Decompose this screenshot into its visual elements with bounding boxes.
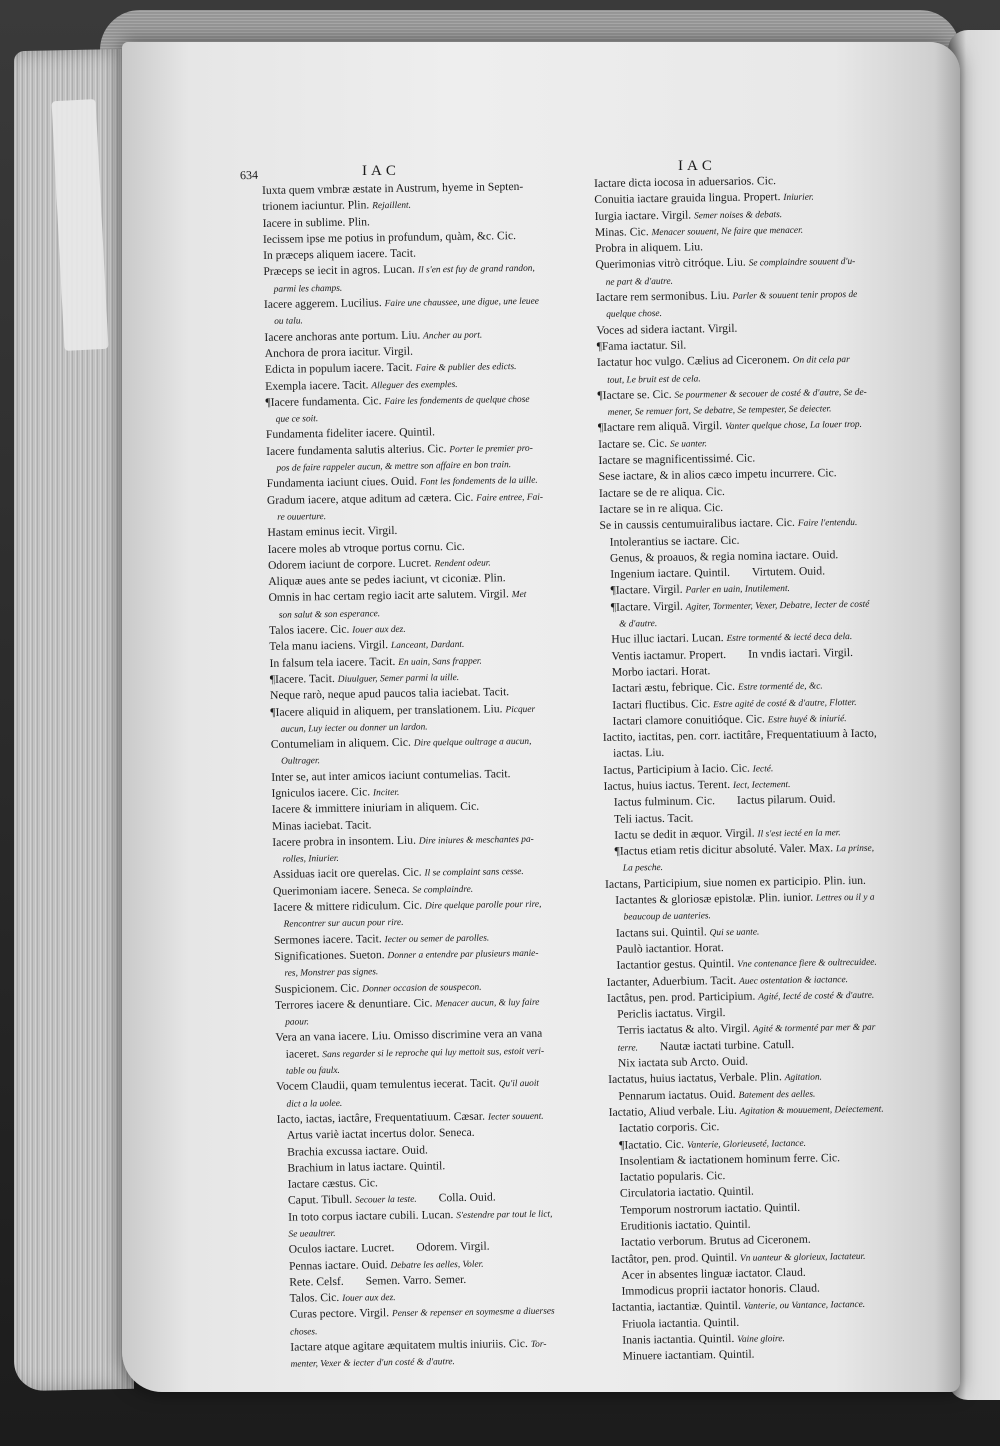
french-gloss: ne part & d'autre. xyxy=(605,276,674,288)
latin-text: Iactantior gestus. Quintil. xyxy=(616,957,738,972)
latin-text: Iurgia iactare. Virgil. xyxy=(594,208,695,223)
french-gloss: S'estendre par tout le lict, xyxy=(456,1209,553,1221)
latin-text: Caput. Tibull. xyxy=(287,1193,356,1208)
french-gloss: Porter le premier pro- xyxy=(449,443,533,455)
latin-text: Aliquæ aues ante se pedes iaciunt, vt ciconiæ. Plin. xyxy=(268,571,506,589)
french-gloss: Il s'est iecté en la mer. xyxy=(757,828,841,840)
french-gloss: mener, Se remuer fort, Se debatre, Se tempester, Se deiecter. xyxy=(607,404,832,418)
french-gloss: Faire & publier des edicts. xyxy=(415,362,517,374)
latin-text: Iactare se. Cic. xyxy=(598,436,671,451)
french-gloss: Vanter quelque chose, La louer trop. xyxy=(724,420,863,433)
french-gloss: Iecter souuent. xyxy=(487,1111,544,1123)
latin-text: In falsum tela iacere. Tacit. xyxy=(269,654,399,670)
latin-text: Edicta in populum iacere. Tacit. xyxy=(264,360,416,377)
latin-text: Iactare se in re aliqua. Cic. xyxy=(599,500,724,516)
french-gloss: son salut & son esperance. xyxy=(278,608,381,621)
latin-text: Iactus, Participium à Iacio. Cic. xyxy=(603,761,753,777)
french-gloss: Se pourmener & secouer de costé & d'autre, Se de- xyxy=(674,387,867,401)
latin-text: Iactu se dedit in æquor. Virgil. xyxy=(614,826,758,842)
french-gloss: quelque chose. xyxy=(606,309,662,321)
latin-text: Teli iactus. Tacit. xyxy=(613,811,694,826)
latin-text: Iactans sui. Quintil. xyxy=(615,924,710,940)
latin-text: ¶Iactare. Virgil. xyxy=(610,599,686,614)
french-gloss: Met xyxy=(511,590,527,601)
latin-text: Inanis iactantia. Quintil. xyxy=(622,1331,738,1347)
french-gloss: Estre tormenté & iecté deca dela. xyxy=(726,632,853,645)
french-gloss: Estre agité de costé & d'autre, Flotter. xyxy=(713,697,857,710)
french-gloss: re ouuerture. xyxy=(277,511,327,523)
latin-text: Nix iactata sub Arcto. Ouid. xyxy=(617,1054,749,1070)
french-gloss: Dire quelque oultrage a aucun, xyxy=(413,736,532,749)
french-gloss: Ancher au port. xyxy=(423,330,483,342)
french-gloss: Vanterie, ou Vantance, Iactance. xyxy=(743,1300,866,1313)
latin-text: Iactantes & gloriosæ epistolæ. Plin. iunior. xyxy=(615,890,817,907)
latin-text: Vocem Claudii, quam temulentus iecerat. Tacit. xyxy=(276,1076,499,1094)
french-gloss: Lanceant, Dardant. xyxy=(390,640,465,652)
latin-text: Iactari clamore conuitióque. Cic. xyxy=(612,712,768,728)
french-gloss: Agitation & mouuement, Deiectement. xyxy=(739,1104,884,1117)
latin-text: Genus, & proauos, & regia nomina iactare. Ouid. xyxy=(609,548,839,565)
latin-text-extra: Odorem. Virgil. xyxy=(416,1239,490,1255)
latin-text: Iacere probra in insontem. Liu. xyxy=(272,833,419,849)
latin-text: Iactâtus, pen. prod. Participium. xyxy=(606,989,759,1005)
french-gloss: Tor- xyxy=(530,1339,547,1350)
latin-text: Minuere iactantiam. Quintil. xyxy=(622,1347,755,1364)
latin-text: Iactanter, Aduerbium. Tacit. xyxy=(606,973,740,989)
latin-text: ¶Iactatio. Cic. xyxy=(619,1137,688,1152)
french-gloss: Donner a entendre par plusieurs manie- xyxy=(387,948,539,962)
latin-text: Iactâtor, pen. prod. Quintil. xyxy=(610,1250,741,1266)
french-gloss: ou talu. xyxy=(274,316,303,328)
french-gloss: parmi les champs. xyxy=(273,283,343,295)
latin-text: Talos. Cic. xyxy=(289,1291,343,1305)
french-gloss: pos de faire rappeler aucun, & mettre son affaire en bon train. xyxy=(276,460,512,474)
latin-text: Ingenium iactare. Quintil. xyxy=(610,566,731,581)
french-gloss: Secouer la teste. xyxy=(354,1195,417,1207)
running-header-right: IAC xyxy=(678,158,716,174)
french-gloss: table ou faulx. xyxy=(285,1065,340,1077)
latin-text: Iactatio popularis. Cic. xyxy=(619,1169,726,1184)
french-gloss: Dire iniures & meschantes pa- xyxy=(418,834,534,847)
latin-text: Odorem iaciunt de corpore. Lucret. xyxy=(267,556,435,572)
latin-text: Vera an vana iacere. Liu. Omisso discrimine vera an vana xyxy=(275,1027,543,1045)
latin-text: Iacere anchoras ante portum. Liu. xyxy=(264,328,424,344)
latin-text: In toto corpus iactare cubili. Lucan. xyxy=(288,1207,457,1224)
french-gloss: Font les fondements de la uille. xyxy=(419,476,538,488)
french-gloss: Inciter. xyxy=(372,787,400,799)
french-gloss: Vanterie, Glorieuseté, Iactance. xyxy=(686,1138,807,1151)
french-gloss: que ce soit. xyxy=(275,414,319,425)
dictionary-column-right xyxy=(594,171,913,1365)
latin-text: Iactus fulminum. Cic. xyxy=(613,794,716,810)
french-gloss: Dire quelque parolle pour rire, xyxy=(424,899,542,912)
french-gloss: Oultrager. xyxy=(281,756,320,768)
latin-text: Immodicus proprii iactator honoris. Claud. xyxy=(621,1281,820,1298)
latin-text: Acer in absentes linguæ iactator. Claud. xyxy=(621,1265,806,1282)
latin-text: Insolentiam & iactationem hominum ferre. Cic. xyxy=(619,1151,841,1168)
latin-text: Probra in aliquem. Liu. xyxy=(595,240,704,256)
french-gloss: Faire entree, Fai- xyxy=(476,492,544,504)
running-header-left: IAC xyxy=(362,163,400,179)
latin-text: Igniculos iacere. Cic. xyxy=(271,785,374,800)
latin-text: Rete. Celsf. xyxy=(289,1274,344,1289)
latin-text: Artus variè iactat incertus dolor. Seneca. xyxy=(286,1125,475,1142)
french-gloss: menter, Vexer & iecter d'un costé & d'autre. xyxy=(290,1357,455,1371)
latin-text: Iactare rem sermonibus. Liu. xyxy=(595,288,733,305)
french-gloss: aucun, Luy iecter ou donner un lardon. xyxy=(280,722,428,735)
french-gloss: Il s'en est fuy de grand randon, xyxy=(417,264,535,277)
french-gloss: Picquer xyxy=(505,704,536,715)
latin-text: Iactatio, Aliud verbale. Liu. xyxy=(608,1103,740,1119)
latin-text: Gradum iacere, atque aditum ad cætera. Cic. xyxy=(266,490,477,507)
french-gloss: Se ueaultrer. xyxy=(288,1228,336,1240)
french-gloss: Parler & souuent tenir propos de xyxy=(732,289,858,302)
latin-text: In præceps aliquem iacere. Tacit. xyxy=(263,246,417,263)
latin-text: Iactans, Participium, siue nomen ex participio. Plin. iun. xyxy=(605,873,867,891)
latin-text: Eruditionis iactatio. Quintil. xyxy=(620,1217,751,1233)
latin-text: Iactatio corporis. Cic. xyxy=(618,1120,720,1135)
latin-text: iaceret. xyxy=(285,1046,323,1061)
latin-text: Sese iactare, & in alios cæco impetu incurrere. Cic. xyxy=(598,466,837,484)
latin-text: Talos iacere. Cic. xyxy=(268,622,353,637)
french-gloss: Donner occasion de souspecon. xyxy=(362,982,482,995)
latin-text: Morbo iactari. Horat. xyxy=(611,664,711,679)
french-gloss: rolles, Iniurier. xyxy=(282,854,339,865)
french-gloss: Vne contenance fiere & oultrecuidee. xyxy=(737,957,877,971)
latin-text: Huc illuc iactari. Lucan. xyxy=(611,631,727,647)
latin-text: Exempla iacere. Tacit. xyxy=(265,377,372,393)
latin-text: Circulatoria iactatio. Quintil. xyxy=(619,1185,755,1201)
dictionary-column-left xyxy=(262,178,611,1373)
latin-text-extra: Iactus pilarum. Ouid. xyxy=(736,792,836,808)
french-gloss: dict a la uolee. xyxy=(286,1098,343,1110)
latin-text: Minas. Cic. xyxy=(594,224,652,239)
latin-text: ¶Iactare rem aliquã. Virgil. xyxy=(597,419,726,435)
latin-text: Brachium in latus iactare. Quintil. xyxy=(287,1159,446,1175)
latin-text: Voces ad sidera iactant. Virgil. xyxy=(596,321,738,337)
french-gloss: Il se complaint sans cesse. xyxy=(424,867,524,880)
latin-text: Iactare se magnificentissimé. Cic. xyxy=(598,451,756,468)
french-gloss: Agiter, Tormenter, Vexer, Debatre, Iecter de costé xyxy=(685,599,870,613)
french-gloss: Lettres ou il y a xyxy=(815,892,875,904)
latin-text: Pennas iactare. Ouid. xyxy=(288,1257,391,1273)
latin-text-extra: Nautæ iactati turbine. Catull. xyxy=(659,1037,795,1053)
latin-text: Iactito, iactitas, pen. corr. iactitâre, Frequentatiuum à Iacto, xyxy=(602,726,877,745)
french-gloss: Auec ostentation & iactance. xyxy=(739,974,848,987)
french-gloss: La pesche. xyxy=(622,863,664,875)
latin-text: Querimoniam iacere. Seneca. xyxy=(273,882,413,898)
latin-text: Oculos iactare. Lucret. xyxy=(288,1241,395,1257)
latin-text: ¶Iacere fundamenta. Cic. xyxy=(265,393,385,409)
latin-text: Iacere aggerem. Lucilius. xyxy=(263,296,385,312)
french-gloss: Vn uanteur & glorieux, Iactateur. xyxy=(739,1251,866,1264)
french-gloss: On dit cela par xyxy=(792,355,850,367)
french-gloss: Alleguer des exemples. xyxy=(371,379,458,391)
french-gloss: Se complaindre. xyxy=(412,884,474,896)
french-gloss: paour. xyxy=(285,1017,309,1028)
french-gloss: Estre huyé & iniurié. xyxy=(767,713,847,726)
french-gloss: Menacer aucun, & luy faire xyxy=(435,997,540,1010)
latin-text: Contumeliam in aliquem. Cic. xyxy=(270,735,414,752)
latin-text: iactas. Liu. xyxy=(612,746,665,761)
latin-text: Iacere in sublime. Plin. xyxy=(262,214,370,230)
latin-text-extra: Colla. Ouid. xyxy=(438,1190,496,1205)
latin-text: Ventis iactamur. Propert. xyxy=(611,647,727,663)
latin-text: Minas iaciebat. Tacit. xyxy=(271,817,372,833)
latin-text: Curas pectore. Virgil. xyxy=(289,1306,393,1322)
latin-text: Tela manu iaciens. Virgil. xyxy=(269,638,392,654)
french-gloss: Parler en uain, Inutilement. xyxy=(685,584,790,597)
latin-text: Hastam eminus iecit. Virgil. xyxy=(267,524,398,540)
latin-text: Assiduas iacit ore querelas. Cic. xyxy=(272,866,425,882)
french-gloss: tout, Le bruit est de cela. xyxy=(607,373,701,386)
latin-text: Iacere & mittere ridiculum. Cic. xyxy=(273,898,426,914)
latin-text: Pennarum iactatus. Ouid. xyxy=(618,1087,739,1103)
latin-text: Neque rarò, neque apud paucos talia iaciebat. Tacit. xyxy=(269,685,510,703)
latin-text: Iactus, huius iactus. Terent. xyxy=(603,777,734,793)
french-gloss: Agité, Iecté de costé & d'autre. xyxy=(758,990,875,1003)
latin-text: Inter se, aut inter amicos iaciunt contumelias. Tacit. xyxy=(271,766,511,784)
latin-text: Iactari fluctibus. Cic. xyxy=(612,696,714,712)
french-gloss: & d'autre. xyxy=(618,619,658,630)
latin-text: Iuxta quem vmbræ æstate in Austrum, hyeme in Septen- xyxy=(262,179,524,197)
latin-text: ¶Iactare. Virgil. xyxy=(610,583,686,598)
latin-text: Iactare cæstus. Cic. xyxy=(287,1176,378,1191)
latin-text: Paulò iactantior. Horat. xyxy=(616,941,724,956)
latin-text: Se in caussis centumuiralibus iactare. Cic. xyxy=(599,516,798,533)
latin-text: ¶Iacere. Tacit. xyxy=(269,671,338,686)
latin-text: Iacere fundamenta salutis alterius. Cic. xyxy=(266,441,450,458)
latin-text: Fundamenta iaciunt ciues. Ouid. xyxy=(266,474,421,491)
latin-text: ¶Iactus etiam retis dicitur absoluté. Valer. Max. xyxy=(614,841,837,858)
french-gloss: Agitation. xyxy=(784,1072,823,1084)
french-gloss: terre. xyxy=(617,1043,639,1054)
french-gloss: Faire les fondements de quelque chose xyxy=(384,394,530,407)
latin-text: Conuitia iactare grauida lingua. Propert. xyxy=(594,190,784,207)
latin-text: Temporum nostrorum iactatio. Quintil. xyxy=(620,1200,801,1217)
french-gloss: Se complaindre souuent d'u- xyxy=(748,257,856,270)
latin-text: Anchora de prora iacitur. Virgil. xyxy=(264,344,414,360)
french-gloss: Vaine gloire. xyxy=(737,1334,785,1345)
french-gloss: Menacer souuent, Ne faire que menacer. xyxy=(651,225,804,238)
french-gloss: Batement des aelles. xyxy=(738,1089,816,1101)
french-gloss: Iecté. xyxy=(752,763,774,775)
french-gloss: Semer noises & debats. xyxy=(694,209,783,222)
latin-text: Iactare atque agitare æquitatem multis iniuriis. Cic. xyxy=(290,1337,531,1354)
french-gloss: Agité & tormenté par mer & par xyxy=(752,1023,876,1036)
latin-text: Terris iactatus & alto. Virgil. xyxy=(617,1022,754,1038)
french-gloss: Diuulguer, Semer parmi la uille. xyxy=(337,672,460,685)
french-gloss: Rejaillent. xyxy=(372,200,412,212)
page-number: 634 xyxy=(239,167,259,183)
french-gloss: Qu'il auoit xyxy=(498,1079,540,1090)
french-gloss: En uain, Sans frapper. xyxy=(398,656,482,668)
latin-text: Querimonias vitrò citróque. Liu. xyxy=(595,256,749,272)
latin-text: Præceps se iecit in agros. Lucan. xyxy=(263,263,419,279)
latin-text: Iactantia, iactantiæ. Quintil. xyxy=(611,1299,744,1315)
latin-text-extra: Virtutem. Ouid. xyxy=(751,564,826,579)
latin-text: Intolerantius se iactare. Cic. xyxy=(609,533,740,549)
latin-text: trionem iaciuntur. Plin. xyxy=(262,198,373,214)
french-gloss: Iouer aux dez. xyxy=(342,1293,396,1305)
latin-text: Iactatur hoc vulgo. Cælius ad Ciceronem. xyxy=(596,353,793,370)
latin-text: ¶Fama iactatur. Sil. xyxy=(596,338,687,353)
french-gloss: Rencontrer sur aucun pour rire. xyxy=(283,918,404,931)
latin-text: Iacto, iactas, iactâre, Frequentatiuum. Cæsar. xyxy=(276,1109,488,1126)
latin-text: Omnis in hac certam regio iacit arte salutem. Virgil. xyxy=(268,587,512,605)
latin-text: Iactatus, huius iactatus, Verbale. Plin. xyxy=(608,1070,785,1087)
latin-text: ¶Iactare se. Cic. xyxy=(597,387,675,402)
latin-text: Friuola iactantia. Quintil. xyxy=(621,1315,740,1331)
french-gloss: Sans regarder si le reproche qui luy mettoit sus, estoit veri- xyxy=(322,1046,545,1060)
latin-text-extra: Semen. Varro. Semer. xyxy=(365,1272,467,1288)
french-gloss: Faire l'entendu. xyxy=(797,518,858,530)
french-gloss: Iouer aux dez. xyxy=(352,624,406,636)
french-gloss: Faire une chaussee, une digue, une leuee xyxy=(384,296,539,310)
french-gloss: Estre tormenté de, &c. xyxy=(737,681,823,694)
french-gloss: choses. xyxy=(289,1327,318,1338)
latin-text: Iactare dicta iocosa in aduersarios. Cic. xyxy=(594,174,777,190)
french-gloss: Iect, Iectement. xyxy=(732,779,791,791)
french-gloss: Se uanter. xyxy=(669,439,708,450)
french-gloss: Iniurier. xyxy=(783,192,814,204)
french-gloss: res, Monstrer pas signes. xyxy=(284,967,379,979)
french-gloss: La prinse, xyxy=(835,843,875,855)
latin-text: Iactari æstu, febrique. Cic. xyxy=(611,680,739,695)
latin-text: Iactare se de re aliqua. Cic. xyxy=(598,484,725,500)
latin-text: Periclis iactatus. Virgil. xyxy=(617,1006,726,1021)
latin-text: Significationes. Sueton. xyxy=(274,948,388,963)
latin-text: Fundamenta fideliter iacere. Quintil. xyxy=(265,425,436,442)
french-gloss: Rendent odeur. xyxy=(434,558,491,570)
latin-text: Terrores iacere & denuntiare. Cic. xyxy=(274,996,436,1012)
latin-text: Iacere & immittere iniuriam in aliquem. Cic. xyxy=(271,799,480,817)
french-gloss: Debatre les aelles, Voler. xyxy=(390,1259,484,1271)
latin-text: Sermones iacere. Tacit. xyxy=(273,931,385,947)
latin-text: Brachia excussa iactare. Ouid. xyxy=(287,1143,428,1159)
latin-text: Iactatio verborum. Brutus ad Ciceronem. xyxy=(620,1233,811,1250)
latin-text-extra: In vndis iactari. Virgil. xyxy=(748,645,854,661)
french-gloss: Penser & repenser en soymesme a diuerses xyxy=(391,1307,555,1320)
latin-text: ¶Iacere aliquid in aliquem, per translationem. Liu. xyxy=(270,701,506,719)
french-gloss: Iecter ou semer de parolles. xyxy=(384,933,490,945)
french-gloss: beaucoup de uanteries. xyxy=(623,911,711,923)
french-gloss: Qui se uante. xyxy=(709,927,760,938)
latin-text: Iacere moles ab vtroque portus cornu. Cic. xyxy=(267,539,465,556)
latin-text: Suspicionem. Cic. xyxy=(274,981,363,996)
latin-text: Iecissem ipse me potius in profundum, quàm, &c. Cic. xyxy=(262,228,517,246)
